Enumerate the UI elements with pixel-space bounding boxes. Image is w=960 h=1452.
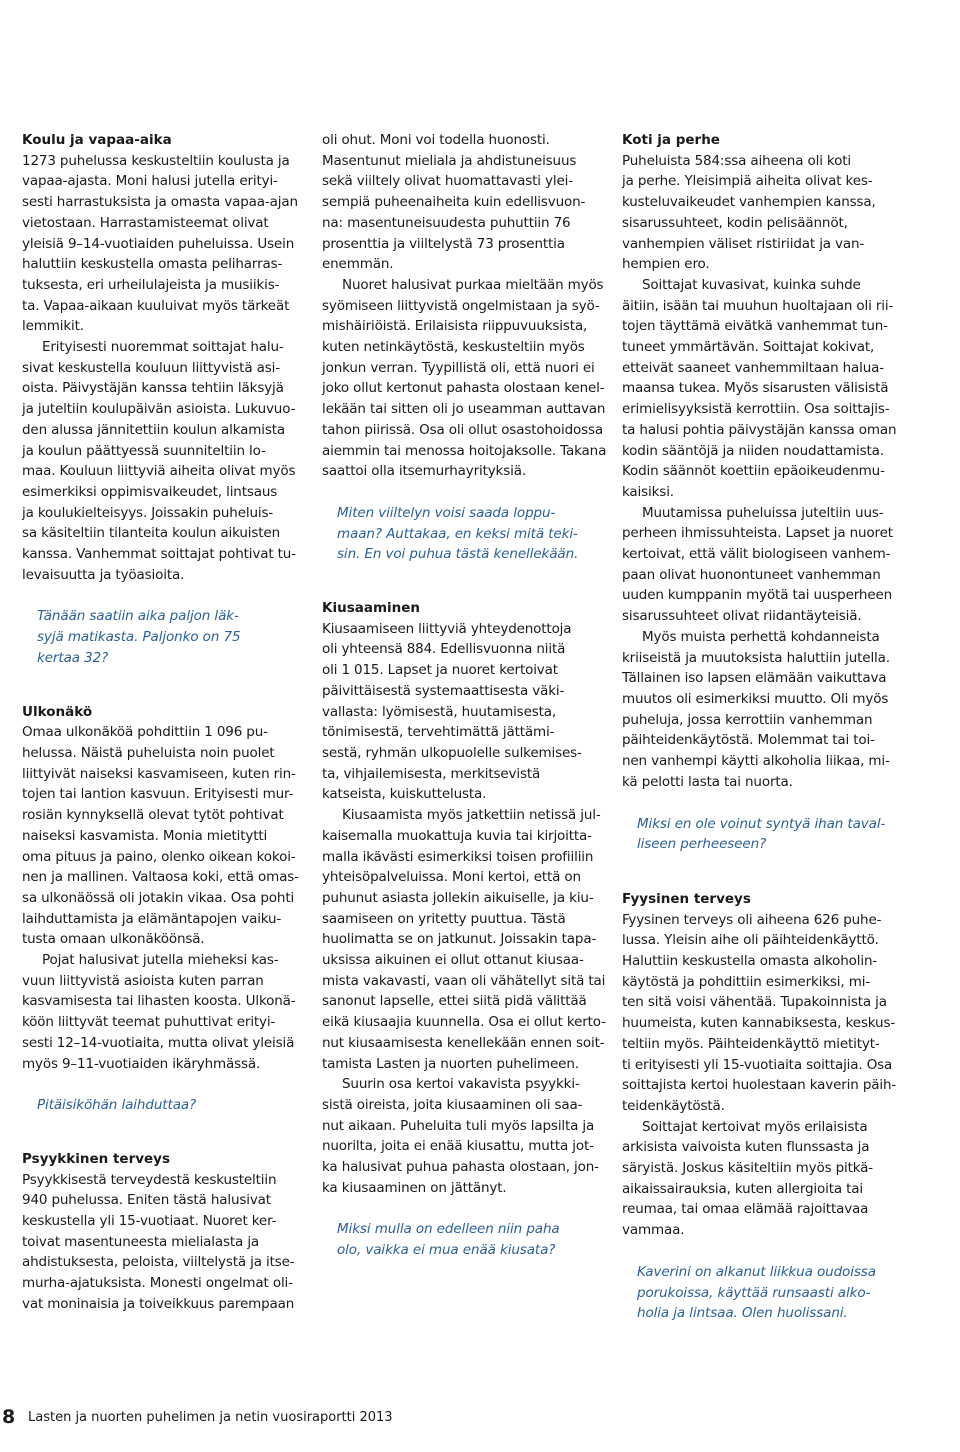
text-line: teidenkäytöstä. — [622, 1097, 725, 1114]
pull-quote — [22, 1095, 304, 1116]
text-line: Fyysinen terveys oli aiheena 626 puhe- — [622, 911, 882, 928]
section-heading: Ulkonäkö — [22, 703, 93, 720]
quote-line: sin. En voi puhua tästä kenellekään. — [337, 546, 579, 563]
text-line: tuneet ymmärtävän. Soittajat kokivat, — [622, 339, 875, 356]
text-line: huumeista, kuten kannabiksesta, keskus- — [622, 1015, 896, 1032]
text-line: 940 puhelussa. Eniten tästä halusivat — [22, 1192, 271, 1209]
text-line: tamista Lasten ja nuorten puhelimeen. — [322, 1055, 579, 1072]
text-line: liittyivät naiseksi kasvamiseen, kuten rin- — [22, 765, 296, 782]
text-line: ja koulun päättyessä suunniteltiin lo- — [22, 442, 266, 459]
text-line: kriiseistä ja muutoksista haluttiin jutella. — [622, 649, 890, 666]
text-line: myös 9–11-vuotiaiden ikäryhmässä. — [22, 1055, 261, 1072]
text-line: lekään tai sitten oli jo useamman auttavan — [322, 401, 606, 418]
text-line: katseista, kuiskuttelusta. — [322, 786, 487, 803]
text-line: vallasta: lyömisestä, huutamisesta, — [322, 703, 557, 720]
text-line: aiemmin tai menossa hoitojaksolle. Takana — [322, 442, 607, 459]
text-line: Omaa ulkonäköä pohdittiin 1 096 pu- — [22, 724, 268, 741]
text-line: päivittäisestä systemaattisesta väki- — [322, 682, 565, 699]
text-line: saamiseen on yritetty puuttua. Tästä — [322, 910, 566, 927]
text-line: ten sitä voisi vähentää. Tupakoinnista ja — [622, 994, 887, 1011]
text-line: kodin sääntöjä ja niiden noudattamista. — [622, 442, 884, 459]
text-line: yhteisöpalveluissa. Moni kertoi, että on — [322, 869, 581, 886]
text-line: sistä oireista, joita kiusaaminen oli saa- — [322, 1096, 583, 1113]
text-line: kasvamisesta tai lihasten koosta. Ulkonä- — [22, 993, 296, 1010]
text-line: sa käsiteltiin tilanteita koulun aikuisten — [22, 525, 280, 542]
text-line: enemmän. — [322, 256, 394, 273]
quote-line: liseen perheeseen? — [637, 836, 767, 853]
text-line: 1273 puhelussa keskusteltiin koulusta ja — [22, 152, 290, 169]
text-line: lemmikit. — [22, 318, 84, 335]
text-line: tönimisestä, tervehtimättä jättämi- — [322, 724, 555, 741]
text-line: uksissa aikuinen ei ollut ottanut kiusaa- — [322, 952, 584, 969]
quote-line: kertaa 32? — [37, 649, 109, 666]
section-heading: Koulu ja vapaa-aika — [22, 132, 172, 148]
quote-line: Miksi mulla on edelleen niin paha — [337, 1221, 560, 1238]
text-line: teltiin myös. Päihteidenkäyttö mietityt- — [622, 1035, 880, 1052]
text-line: Suurin osa kertoi vakavista psyykki- — [342, 1076, 580, 1093]
text-line: tuksesta, eri urheilulajeista ja musiikis- — [22, 276, 280, 293]
text-line: Kodin säännöt koettiin epäoikeudenmu- — [622, 463, 885, 480]
text-line: haluttiin keskustella omasta peliharras- — [22, 256, 283, 273]
text-line: nut aikaan. Puheluita tuli myös lapsilta ja — [322, 1117, 595, 1134]
quote-line: Miksi en ole voinut syntyä ihan taval- — [637, 815, 886, 832]
text-line: arkisista vaivoista kuten flunssasta ja — [622, 1139, 870, 1156]
text-line: rosiän kynnyksellä olevat tytöt pohtivat — [22, 807, 284, 824]
text-line: den alussa jännitettiin koulun alkamista — [22, 421, 286, 438]
section-body — [322, 619, 604, 1199]
text-line: päihteidenkäytöstä. Molemmat tai toi- — [622, 732, 875, 749]
text-line: helussa. Näistä puheluista noin puolet — [22, 744, 275, 761]
text-line: ja koulukielteisyys. Joissakin puheluis- — [22, 504, 274, 521]
text-line: kaisiksi. — [622, 483, 674, 500]
text-line: kä pelotti lasta tai nuorta. — [622, 773, 793, 790]
text-line: oli yhteensä 884. Edellisvuonna niitä — [322, 641, 566, 658]
column-3 — [622, 130, 904, 1324]
text-line: lussa. Yleisin aihe oli päihteidenkäyttö. — [622, 932, 879, 949]
text-line: aikaissairauksia, kuten allergioita tai — [622, 1180, 864, 1197]
text-line: vuun liittyvistä asioista kuten parran — [22, 972, 264, 989]
pull-quote — [622, 1262, 904, 1324]
text-line: vat moninaisia ja toiveikkuus parempaan — [22, 1295, 295, 1312]
text-line: oli ohut. Moni voi todella huonosti. — [322, 132, 550, 148]
section-body — [22, 1170, 304, 1315]
text-line: toivat masentuneesta mielialasta ja — [22, 1233, 260, 1250]
text-line: tojen tai lantion kasvuun. Erityisesti mur- — [22, 786, 294, 803]
text-line: kertoivat, että välit biologiseen vanhem- — [622, 546, 891, 563]
text-line: ja perhe. Yleisimpiä aiheita olivat kes- — [622, 173, 873, 190]
section-body — [622, 151, 904, 793]
text-line: Masentunut mieliala ja ahdistuneisuus — [322, 152, 577, 169]
text-line: maa. Kouluun liittyviä aiheita olivat myös — [22, 463, 296, 480]
quote-line: porukoissa, käyttää runsaasti alko- — [637, 1284, 871, 1301]
text-line: köön liittyvät teemat puhuttivat erityi- — [22, 1014, 276, 1031]
text-line: tahon piirissä. Osa oli ollut osastohoidossa — [322, 421, 603, 438]
text-line: vapaa-ajasta. Moni halusi jutella erityi- — [22, 173, 278, 190]
footer-title: Lasten ja nuorten puhelimen ja netin vuosiraportti 2013 — [28, 1410, 393, 1425]
section-heading: Fyysinen terveys — [622, 890, 751, 907]
pull-quote — [22, 606, 304, 668]
text-line: levaisuutta ja työasioita. — [22, 566, 185, 583]
text-line: säryistä. Joskus käsiteltiin myös pitkä- — [622, 1160, 874, 1177]
section-body — [22, 722, 304, 1074]
text-line: puhunut asiasta jollekin aikuiselle, ja kiu- — [322, 889, 594, 906]
text-line: mista vakavasti, vaan oli vähätellyt sitä tai — [322, 972, 606, 989]
text-line: ahdistuksesta, peloista, viiltelystä ja itse- — [22, 1254, 295, 1271]
text-line: vammaa. — [622, 1222, 685, 1239]
text-line: vietostaan. Harrastamisteemat olivat — [22, 214, 269, 231]
quote-line: maan? Auttakaa, en keksi mitä teki- — [337, 525, 578, 542]
quote-line: syjä matikasta. Paljonko on 75 — [37, 629, 241, 646]
text-line: sesti harrastuksista ja omasta vapaa-ajan — [22, 194, 298, 211]
quote-line: olo, vaikka ei mua enää kiusata? — [337, 1242, 556, 1259]
text-line: naiseksi kasvamista. Monia mietitytti — [22, 827, 268, 844]
text-line: ka halusivat puhua pahasta olostaan, jon- — [322, 1159, 599, 1176]
quote-line: Miten viiltelyn voisi saada loppu- — [337, 504, 556, 521]
text-line: Myös muista perhettä kohdanneista — [642, 628, 880, 645]
quote-line: Pitäisiköhän laihduttaa? — [37, 1097, 197, 1114]
text-line: sesti 12–14-vuotiaita, mutta olivat yleisiä — [22, 1034, 295, 1051]
text-line: muutos oli esimerkiksi muutto. Oli myös — [622, 690, 889, 707]
text-line: sanonut lapselle, ettei siitä pidä välittää — [322, 993, 587, 1010]
text-line: nen ja mallinen. Valtaosa koki, että omas- — [22, 869, 299, 886]
pull-quote — [322, 1219, 604, 1260]
section-heading: Koti ja perhe — [622, 132, 720, 148]
text-line: prosenttia ja viiltelystä 73 prosenttia — [322, 235, 565, 252]
text-line: murha-ajatuksista. Monesti ongelmat oli- — [22, 1275, 293, 1292]
text-line: sempiä puheenaiheita kuin edellisvuon- — [322, 194, 586, 211]
text-line: ta halusi pohtia päivystäjän kanssa oman — [622, 421, 897, 438]
text-line: Muutamissa puheluissa juteltiin uus- — [642, 504, 884, 521]
text-line: puheluja, jossa kerrottiin vanhemman — [622, 711, 873, 728]
text-line: ta, vihjailemisesta, merkitsevistä — [322, 765, 541, 782]
text-line: Soittajat kuvasivat, kuinka suhde — [642, 276, 861, 293]
text-line: sa ulkonäössä oli jotakin vikaa. Osa pohti — [22, 889, 295, 906]
text-line: sestä, ryhmän ulkopuolelle sulkemises- — [322, 744, 582, 761]
text-line: Puheluista 584:ssa aiheena oli koti — [622, 152, 851, 169]
quote-line: Kaverini on alkanut liikkua oudoissa — [637, 1263, 876, 1280]
pull-quote — [322, 503, 604, 565]
text-line: ka kiusaaminen on jättänyt. — [322, 1179, 507, 1196]
text-line: soittajista kertoi huolestaan kaverin päih- — [622, 1077, 897, 1094]
text-line: nut kiusaamisesta kenellekään ennen soit- — [322, 1034, 605, 1051]
section-body — [322, 130, 607, 482]
quote-line: Tänään saatiin aika paljon läk- — [37, 608, 239, 625]
text-line: mishäiriöistä. Erilaisista riippuvuuksista, — [322, 318, 588, 335]
text-line: ja juteltiin koulupäivän asioista. Lukuvuo- — [22, 401, 296, 418]
text-line: äitiin, isään tai muuhun huoltajaan oli rii- — [622, 297, 894, 314]
text-line: keskustella yli 15-vuotiaat. Nuoret ker- — [22, 1213, 277, 1230]
text-line: oista. Päivystäjän kanssa tehtiin läksyjä — [22, 380, 284, 397]
text-line: sekä viiltely olivat huomattavasti ylei- — [322, 173, 573, 190]
text-line: maansa tukea. Myös sisarusten välisistä — [622, 380, 889, 397]
text-line: Tällainen iso lapsen elämään vaikuttava — [622, 670, 887, 687]
text-line: tusta omaan ulkonäköönsä. — [22, 931, 205, 948]
text-line: sisarussuhteet, kodin pelisäännöt, — [622, 214, 848, 231]
text-line: joko ollut kertonut pahasta olostaan kenel- — [322, 380, 605, 397]
text-line: malla ikävästi esimerkiksi toisen profiiliin — [322, 848, 594, 865]
text-line: huolimatta se on jatkunut. Joissakin tapa- — [322, 931, 597, 948]
column-1 — [22, 130, 304, 1315]
text-line: Pojat halusivat jutella mieheksi kas- — [42, 952, 279, 969]
text-line: yleisiä 9–14-vuotiaiden puheluissa. Usein — [22, 235, 295, 252]
page-number: 8 — [2, 1406, 16, 1428]
column-2 — [322, 130, 607, 1261]
text-line: perheen ihmissuhteista. Lapset ja nuoret — [622, 525, 893, 542]
text-line: Nuoret halusivat purkaa mieltään myös — [342, 276, 604, 293]
text-line: kusteluvaikeudet vanhempien kanssa, — [622, 194, 876, 211]
section-heading: Psyykkinen terveys — [22, 1150, 171, 1167]
text-line: Psyykkisestä terveydestä keskusteltiin — [22, 1171, 277, 1188]
text-line: ta. Vapaa-aikaan kuuluivat myös tärkeät — [22, 297, 290, 314]
text-line: tojen täyttämä eivätkä vanhemmat tun- — [622, 318, 888, 335]
text-line: vanhempien väliset ristiriidat ja van- — [622, 235, 865, 252]
text-line: oma pituus ja paino, olenko oikean kokoi- — [22, 848, 296, 865]
text-line: esimerkiksi oppimisvaikeudet, lintsaus — [22, 483, 278, 500]
section-body — [622, 910, 904, 1241]
text-line: nuorilta, joita ei enää kiusattu, mutta jot- — [322, 1138, 594, 1155]
section-body — [22, 151, 304, 586]
text-line: paan olivat huonontuneet vanhemman — [622, 566, 881, 583]
text-line: Soittajat kertoivat myös erilaisista — [642, 1118, 868, 1135]
text-line: na: masentuneisuudesta puhuttiin 76 — [322, 214, 571, 231]
text-line: Haluttiin keskustella omasta alkoholin- — [622, 953, 878, 970]
text-line: sisarussuhteet olivat riidantäyteisiä. — [622, 608, 862, 625]
text-line: Kiusaamiseen liittyviä yhteydenottoja — [322, 620, 572, 637]
text-line: uuden kumppanin myötä tai uusperheen — [622, 587, 893, 604]
text-line: ti erityisesti yli 15-vuotiaita soittajia. Osa — [622, 1056, 893, 1073]
text-line: laihduttamista ja elämäntapojen vaiku- — [22, 910, 282, 927]
text-line: Kiusaamista myös jatkettiin netissä jul- — [342, 807, 601, 824]
text-line: Erityisesti nuoremmat soittajat halu- — [42, 339, 284, 356]
text-line: kuten netinkäytöstä, keskusteltiin myös — [322, 339, 585, 356]
pull-quote — [622, 814, 904, 855]
text-line: erimielisyyksistä kerrottiin. Osa soittajis- — [622, 401, 890, 418]
text-line: eikä kiusaajia kuunnella. Osa ei ollut kerto- — [322, 1014, 606, 1031]
section-heading: Kiusaaminen — [322, 600, 421, 617]
text-line: nen vanhempi käytti alkoholia liikaa, mi- — [622, 753, 890, 770]
text-line: sivat keskustella kouluun liittyvistä asi- — [22, 359, 280, 376]
text-line: reumaa, tai omaa elämää rajoittavaa — [622, 1201, 869, 1218]
quote-line: holia ja lintsaa. Olen huolissani. — [637, 1305, 848, 1322]
text-line: hempien ero. — [622, 256, 710, 273]
text-line: kaisemalla muokattuja kuvia tai kirjoitta- — [322, 827, 592, 844]
text-line: jonkun verran. Tyypillistä oli, että nuori ei — [322, 359, 595, 376]
text-line: syömiseen liittyvistä ongelmistaan ja syö- — [322, 297, 600, 314]
text-line: käytöstä ja pohdittiin esimerkiksi, mi- — [622, 973, 871, 990]
text-line: kanssa. Vanhemmat soittajat pohtivat tu- — [22, 546, 296, 563]
text-line: etteivät saaneet vanhemmiltaan halua- — [622, 359, 885, 376]
text-line: oli 1 015. Lapset ja nuoret kertoivat — [322, 662, 558, 679]
text-line: saattoi olla itsemurhayrityksiä. — [322, 463, 526, 480]
